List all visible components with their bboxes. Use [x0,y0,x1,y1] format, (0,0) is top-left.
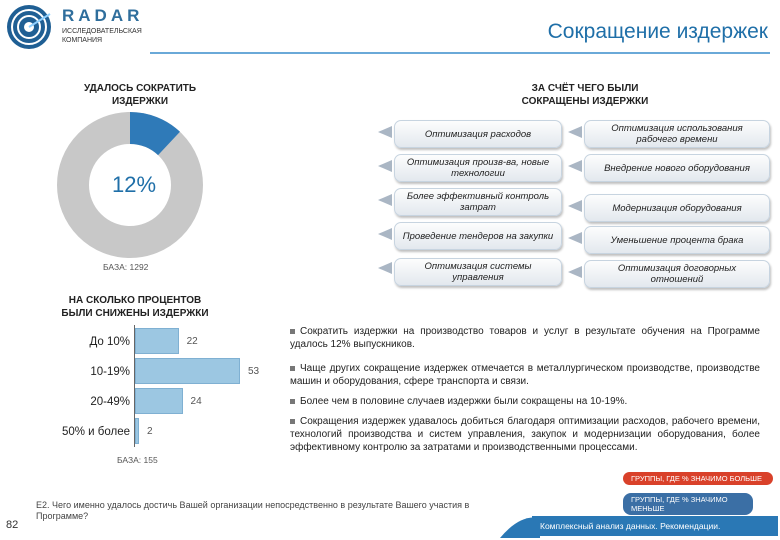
reason-item: Проведение тендеров на закупки [394,222,562,250]
footnote: Е2. Чего именно удалось достичь Вашей организации непосредственно в результате Вашего участия в Программе? [36,500,470,521]
bullet-text: Сократить издержки на производство товаров и услуг в результате обучения на Программе удалось 12% выпускников. [290,326,760,350]
reason-item: Оптимизация произв-ва, новые технологии [394,154,562,182]
bar-value-label: 53 [248,366,260,377]
reason-item: Оптимизация использования рабочего времени [584,120,770,148]
donut-base-note: БАЗА: 1292 [103,262,149,272]
bar-category-label: 10-19% [90,366,130,378]
donut-percent-label: 12% [112,172,157,197]
bullet-square-icon [290,399,295,404]
donut-value-slice [130,128,169,143]
reasons-section-title: ЗА СЧЁТ ЧЕГО БЫЛИ СОКРАЩЕНЫ ИЗДЕРЖКИ [521,83,649,107]
reason-item: Оптимизация системы управления [394,258,562,286]
bar [135,388,183,414]
legend-more: ГРУППЫ, ГДЕ % ЗНАЧИМО БОЛЬШЕ [623,472,773,485]
reason-item: Модернизация оборудования [584,194,770,222]
pointer-arrow [568,232,582,244]
reason-item: Уменьшение процента брака [584,226,770,254]
footer-text: Комплексный анализ данных. Рекомендации. [540,521,721,531]
brand-name: RADAR [62,6,144,25]
radar-logo-icon [6,4,52,50]
bullet-item [290,395,760,408]
bar-category-label: 50% и более [61,426,130,438]
reason-item: Оптимизация расходов [394,120,562,148]
reason-item: Более эффективный контроль затрат [394,188,562,216]
footer-bar [532,516,778,536]
brand-subtitle: ИССЛЕДОВАТЕЛЬСКАЯ КОМПАНИЯ [62,28,142,44]
donut-section-title: УДАЛОСЬ СОКРАТИТЬ ИЗДЕРЖКИ [83,83,197,107]
bar-value-label: 22 [186,336,198,347]
bullet-square-icon [290,329,295,334]
bar [135,418,139,444]
bar-section-title: НА СКОЛЬКО ПРОЦЕНТОВ БЫЛИ СНИЖЕНЫ ИЗДЕРЖКИ [61,295,209,319]
bar [135,358,240,384]
bullet-item [290,325,760,351]
reason-item: Внедрение нового оборудования [584,154,770,182]
pointer-arrow [568,200,582,212]
bullet-item [290,362,760,388]
bar-axis [134,325,135,447]
bullet-text: Более чем в половине случаев издержки были сокращены на 10-19%. [300,396,628,407]
pointer-arrow [378,194,392,206]
bullet-square-icon [290,419,295,424]
pointer-arrow [378,262,392,274]
pointer-arrow [568,126,582,138]
reason-item: Оптимизация договорных отношений [584,260,770,288]
title-divider [150,52,770,54]
pointer-arrow [568,266,582,278]
pointer-arrow [378,160,392,172]
bullet-text: Чаще других сокращение издержек отмечается в металлургическом производстве, производстве машин и оборудования, сфере транспорта и связи. [290,363,760,387]
pointer-arrow [378,126,392,138]
page-title: Сокращение издержек [547,20,768,43]
bar-value-label: 24 [190,396,202,407]
bullet-item [290,415,760,454]
bar-base-note: БАЗА: 155 [117,455,158,465]
pointer-arrow [568,160,582,172]
bar [135,328,179,354]
pointer-arrow [378,228,392,240]
bullet-text: Сокращения издержек удавалось добиться благодаря оптимизации расходов, рабочего времени, технологий производства и систем управления, закупок и модернизации оборудования, более эффективному контролю за затратами и производственными процессами. [290,416,760,453]
bar-category-label: До 10% [89,336,130,348]
bar-category-label: 20-49% [90,396,130,408]
bar-value-label: 2 [146,426,153,437]
legend-less: ГРУППЫ, ГДЕ % ЗНАЧИМО МЕНЬШЕ [623,493,753,515]
page-number: 82 [6,519,19,531]
bullet-square-icon [290,366,295,371]
